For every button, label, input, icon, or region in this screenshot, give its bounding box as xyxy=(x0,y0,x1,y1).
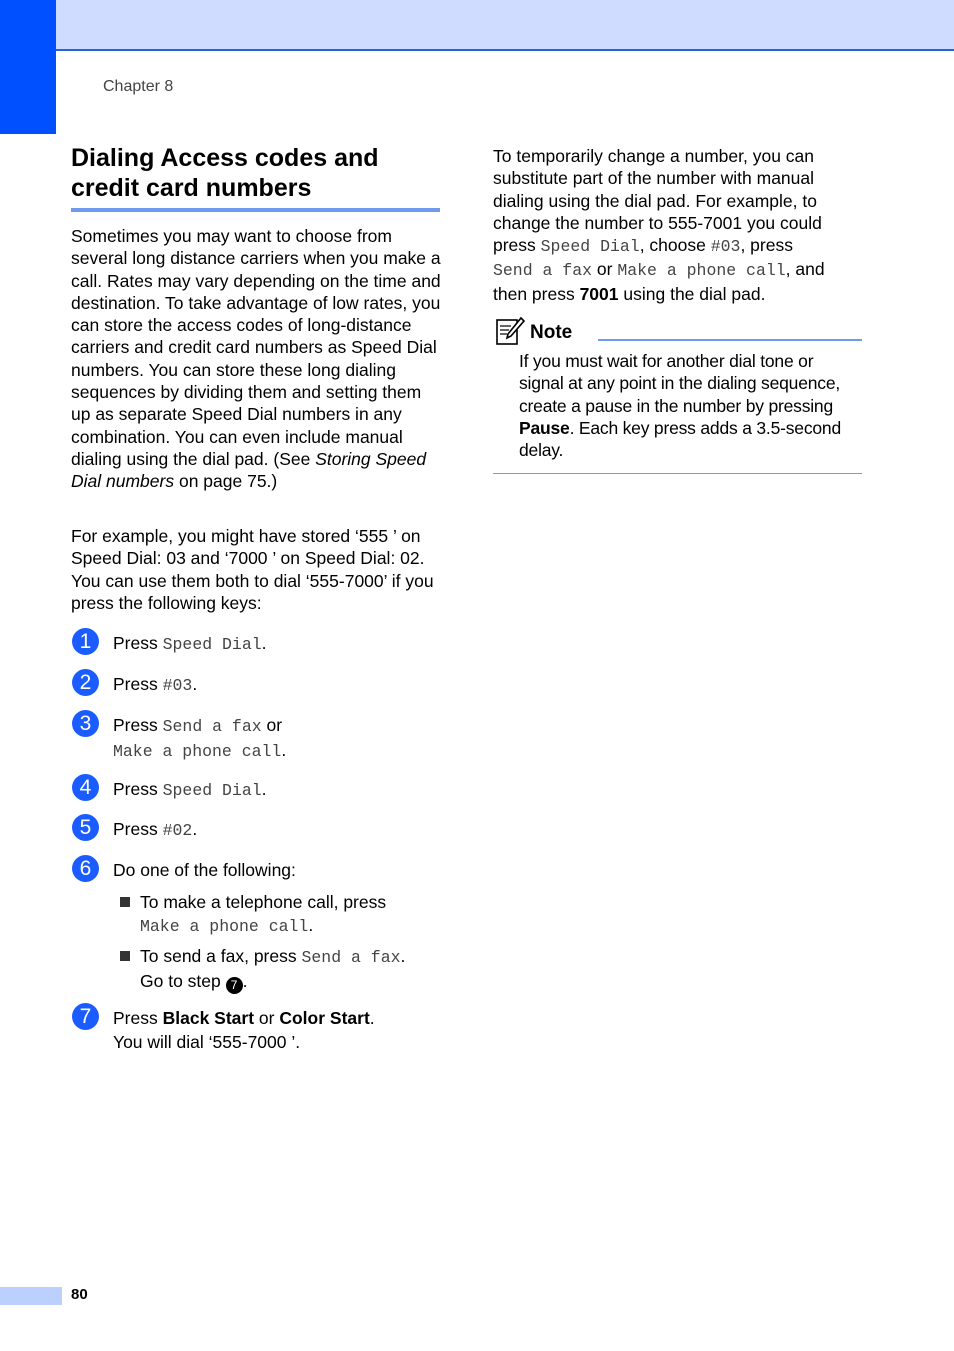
lcd-text: Send a fax xyxy=(493,261,593,281)
step-text: Press xyxy=(113,674,163,694)
step-text: Do one of the following: xyxy=(113,860,296,880)
note-body: If you must wait for another dial tone or signal at any point in the dialing sequence, create a pause in the number by pressing xyxy=(519,351,841,416)
lcd-text: Speed Dial xyxy=(540,237,640,257)
note-rule xyxy=(598,339,862,341)
body-text: or xyxy=(592,259,618,280)
step-text: Press xyxy=(113,1008,163,1028)
title-underline xyxy=(71,208,440,212)
bullet-text: To send a fax, press xyxy=(140,946,302,966)
lcd-text: #03 xyxy=(162,676,193,695)
step-number-2: 2 xyxy=(72,669,99,696)
punct: . xyxy=(192,819,198,839)
bullet-text: Go to step xyxy=(140,970,226,991)
punct: . xyxy=(242,970,248,991)
punct: . xyxy=(192,674,198,694)
lcd-text: Send a fax xyxy=(162,717,262,736)
step-number-3: 3 xyxy=(72,710,99,737)
step-text: Press xyxy=(113,819,163,839)
step-reference-icon: 7 xyxy=(226,977,243,994)
lcd-text: Make a phone call xyxy=(113,741,282,761)
chapter-tab-marker xyxy=(0,0,56,134)
bullet-square-icon xyxy=(120,951,130,961)
body-text: , choose xyxy=(639,235,711,256)
punct: . xyxy=(261,633,267,653)
bullet-square-icon xyxy=(120,897,130,907)
lcd-text: #03 xyxy=(710,237,741,257)
key-name: Black Start xyxy=(162,1008,255,1028)
lcd-text: Make a phone call xyxy=(140,916,309,936)
header-band xyxy=(0,0,954,51)
step-text: or xyxy=(261,715,283,735)
punct: . xyxy=(308,914,314,935)
bullet-text: To make a telephone call, press xyxy=(140,892,387,912)
lcd-text: Send a fax xyxy=(301,948,401,967)
punct: . xyxy=(400,946,406,966)
page-number: 80 xyxy=(71,1286,88,1303)
note-pencil-icon xyxy=(495,316,525,346)
body-text: , and then press xyxy=(493,259,825,304)
body-text: , press xyxy=(740,235,793,256)
note-text xyxy=(519,350,861,461)
body-text: using the dial pad. xyxy=(618,283,766,304)
example-paragraph: For example, you might have stored ‘555 ’ on Speed Dial: 03 and ‘7000 ’ on Speed Dial: 02. You can use them both to dial ‘555-7000’ if you press the following keys: xyxy=(71,526,434,613)
intro-text-end: on page 75.) xyxy=(174,471,278,492)
step-text: or xyxy=(254,1008,280,1028)
step-number-6: 6 xyxy=(72,855,99,882)
note-label: Note xyxy=(530,322,573,343)
step-text: Press xyxy=(113,779,163,799)
body-text: To temporarily change a number, you can substitute part of the number with manual dialing using the dial pad. For example, to change the number to 555-7001 you could press xyxy=(493,146,822,256)
right-paragraph xyxy=(493,145,861,305)
punct: . xyxy=(281,739,287,760)
lcd-text: Speed Dial xyxy=(162,635,262,654)
key-name: 7001 xyxy=(579,283,619,304)
intro-text: Sometimes you may want to choose from several long distance carriers when you make a call. Rates may vary depending on the time and destination. To take advantage of low rates, you can store the access codes of long-distance carriers and credit card numbers as Speed Dial numbers. You can store these long dialing sequences by dividing them and setting them up as separate Speed Dial numbers in any combination. You can even include manual dialing using the dial pad. (See xyxy=(71,226,441,469)
step-number-7: 7 xyxy=(72,1003,99,1030)
step-number-4: 4 xyxy=(72,774,99,801)
cross-reference: Storing Speed Dial numbers xyxy=(71,448,427,492)
lcd-text: Speed Dial xyxy=(162,781,262,800)
footer-band xyxy=(0,1287,62,1305)
step-number-1: 1 xyxy=(72,628,99,655)
step-text: Press xyxy=(113,633,163,653)
lcd-text: Make a phone call xyxy=(617,261,786,281)
chapter-label: Chapter 8 xyxy=(103,78,174,95)
step-text: Press xyxy=(113,715,163,735)
punct: . xyxy=(261,779,267,799)
note-body: . Each key press adds a 3.5-second delay. xyxy=(519,417,841,461)
key-name: Pause xyxy=(519,417,570,438)
step-number-5: 5 xyxy=(72,814,99,841)
section-title: Dialing Access codes and credit card numbers xyxy=(71,144,379,202)
intro-paragraph xyxy=(71,225,441,493)
punct: . xyxy=(369,1008,375,1028)
note-bottom-rule xyxy=(493,473,862,474)
step-text: You will dial ‘555-7000 ’. xyxy=(113,1031,301,1052)
key-name: Color Start xyxy=(279,1008,370,1028)
lcd-text: #02 xyxy=(162,821,193,840)
